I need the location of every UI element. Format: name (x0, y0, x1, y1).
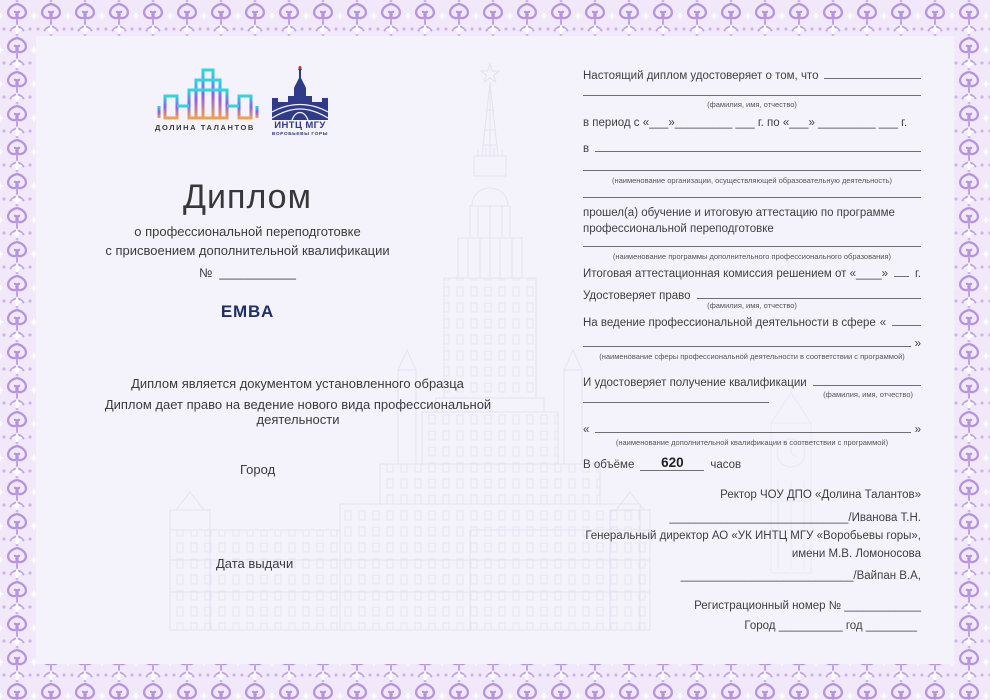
talent-valley-logo-icon (153, 66, 263, 122)
qualification-label: И удостоверяет получение квалификации (583, 377, 807, 389)
program-name: EMBA (220, 302, 275, 321)
training-text: прошел(а) обучение и итоговую аттестацию по программе профессиональной переподготовке (583, 207, 895, 235)
volume-unit: часов (710, 459, 742, 471)
qual-quote-close: » (914, 424, 921, 436)
right-fio-blank (697, 297, 921, 299)
diploma-number-field: № ___________ (199, 266, 296, 280)
commission-year-suffix: г. (915, 268, 921, 280)
org-caption: (наименование организации, осуществляющей образовательную деятельность) (611, 176, 893, 185)
city-year-line: Город __________ год ________ (744, 620, 917, 632)
diploma-subtitle-1: о профессиональной переподготовке (134, 224, 361, 239)
commission-label: Итоговая аттестационная комиссия решением от «____» (583, 268, 888, 280)
attest-label: Настоящий диплом удостоверяет о том, что (583, 70, 819, 82)
program-blank-line-2 (583, 246, 921, 247)
rector-signature-line: ____________________________/Иванова Т.Н. (669, 512, 921, 524)
sphere-blank-1 (892, 324, 921, 326)
director-title-1: Генеральный директор АО «УК ИНТЦ МГУ «Воробьевы горы», (585, 530, 921, 542)
intc-msu-logo-subtitle: ВОРОБЬЕВЫ ГОРЫ (271, 132, 329, 137)
commission-date-blank (894, 275, 909, 277)
fio-blank-line (583, 95, 921, 96)
qualification-fio-blank (813, 384, 921, 386)
city-label: Город (240, 462, 276, 477)
qualification-blank-half (583, 402, 769, 403)
intc-msu-logo-title: ИНТЦ МГУ (274, 120, 326, 131)
in-label: в (583, 143, 590, 155)
director-signature-line: ___________________________/Вайпан В.А, (680, 570, 921, 582)
fio-caption-3: (фамилия, имя, отчество) (823, 390, 913, 399)
issue-date-label: Дата выдачи (216, 556, 294, 571)
certificate-form (583, 0, 921, 700)
registration-number-line: Регистрационный номер № ____________ (694, 600, 921, 612)
qual-caption: (наименование дополнительной квалификации в соответствии с программой) (615, 438, 889, 447)
qual-blank-line (595, 431, 910, 433)
org-blank-line-2 (583, 170, 921, 171)
rector-title: Ректор ЧОУ ДПО «Долина Талантов» (720, 489, 921, 501)
director-title-2: имени М.В. Ломоносова (791, 548, 921, 560)
intc-msu-logo-icon (270, 66, 330, 120)
attest-blank-line (824, 77, 921, 79)
diploma-note-1: Диплом является документом установленного образца (131, 376, 464, 391)
diploma-subtitle-2: с присвоением дополнительной квалификации (105, 243, 390, 258)
certifies-right-label: Удостоверяет право (583, 290, 691, 302)
sphere-caption: (наименование сферы профессиональной деятельности в соответствии с программой) (599, 352, 905, 361)
volume-hours-value: 620 (640, 456, 704, 471)
sphere-quote-open: « (879, 317, 887, 329)
org-blank-line-1 (595, 150, 921, 152)
volume-label: В объёме (583, 459, 635, 471)
talent-valley-logo-label: ДОЛИНА ТАЛАНТОВ (155, 123, 255, 132)
program-caption: (наименование программы дополнительного профессионального образования) (612, 252, 892, 261)
period-line: в период с «___»_________ ___ г. по «___» _________ ___ г. (583, 117, 908, 129)
program-blank-line-1 (583, 197, 921, 198)
qual-quote-open: « (583, 424, 590, 436)
fio-caption: (фамилия, имя, отчество) (707, 100, 797, 109)
diploma-title: Диплом (183, 178, 312, 216)
sphere-quote-close: » (914, 338, 921, 350)
sphere-blank-2 (583, 345, 911, 347)
fio-caption-2: (фамилия, имя, отчество) (707, 301, 797, 310)
sphere-label: На ведение профессиональной деятельности в сфере (583, 317, 876, 329)
diploma-note-2: Диплом дает право на ведение нового вида профессиональной деятельности (104, 397, 492, 427)
